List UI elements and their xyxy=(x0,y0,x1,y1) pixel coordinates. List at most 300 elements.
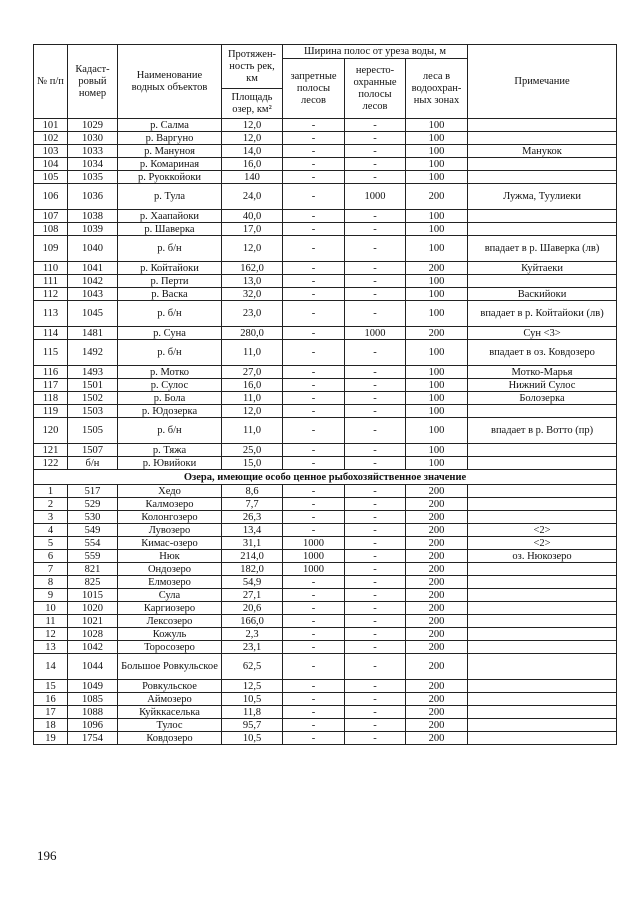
cell-spawning: - xyxy=(345,301,406,327)
cell-name: Хедо xyxy=(118,485,222,498)
cell-cadastral: 1505 xyxy=(68,418,118,444)
cell-spawning: - xyxy=(345,405,406,418)
cell-cadastral: 1028 xyxy=(68,628,118,641)
cell-length: 2,3 xyxy=(222,628,283,641)
cell-name: р. Мануноя xyxy=(118,145,222,158)
cell-cadastral: 1015 xyxy=(68,589,118,602)
cell-spawning: - xyxy=(345,158,406,171)
cell-forbidden: - xyxy=(283,327,345,340)
cell-name: р. Юдозерка xyxy=(118,405,222,418)
cell-note xyxy=(468,210,617,223)
cell-name: р. Мотко xyxy=(118,366,222,379)
cell-note: <2> xyxy=(468,524,617,537)
lake-row xyxy=(34,706,617,719)
cell-water-protection: 100 xyxy=(406,119,468,132)
cell-spawning: - xyxy=(345,236,406,262)
cell-forbidden: - xyxy=(283,680,345,693)
cell-cadastral: 1034 xyxy=(68,158,118,171)
header-area: Площадь озер, км² xyxy=(222,89,283,119)
cell-water-protection: 100 xyxy=(406,418,468,444)
cell-water-protection: 200 xyxy=(406,719,468,732)
cell-number: 13 xyxy=(34,641,68,654)
cell-length: 15,0 xyxy=(222,457,283,470)
lake-row xyxy=(34,563,617,576)
lake-row xyxy=(34,641,617,654)
lake-row xyxy=(34,550,617,563)
river-row xyxy=(34,236,617,262)
cell-name: р. Тяжа xyxy=(118,444,222,457)
cell-note xyxy=(468,628,617,641)
cell-length: 162,0 xyxy=(222,262,283,275)
cell-name: р. Сулос xyxy=(118,379,222,392)
cell-name: Ровкульское xyxy=(118,680,222,693)
cell-water-protection: 200 xyxy=(406,602,468,615)
cell-number: 2 xyxy=(34,498,68,511)
lake-row xyxy=(34,654,617,680)
cell-forbidden: - xyxy=(283,706,345,719)
river-row xyxy=(34,366,617,379)
cell-cadastral: 1033 xyxy=(68,145,118,158)
cell-forbidden: - xyxy=(283,615,345,628)
cell-number: 103 xyxy=(34,145,68,158)
cell-length: 95,7 xyxy=(222,719,283,732)
cell-spawning: - xyxy=(345,366,406,379)
header-forbidden: запретные полосы лесов xyxy=(283,59,345,119)
cell-cadastral: 1044 xyxy=(68,654,118,680)
cell-spawning: - xyxy=(345,576,406,589)
cell-number: 117 xyxy=(34,379,68,392)
cell-length: 11,0 xyxy=(222,340,283,366)
river-row xyxy=(34,275,617,288)
cell-water-protection: 200 xyxy=(406,184,468,210)
cell-forbidden: - xyxy=(283,719,345,732)
cell-forbidden: - xyxy=(283,511,345,524)
cell-note xyxy=(468,405,617,418)
cell-length: 280,0 xyxy=(222,327,283,340)
cell-note xyxy=(468,132,617,145)
cell-water-protection: 100 xyxy=(406,275,468,288)
cell-name: Нюк xyxy=(118,550,222,563)
cell-forbidden: - xyxy=(283,210,345,223)
cell-forbidden: - xyxy=(283,628,345,641)
cell-note xyxy=(468,654,617,680)
cell-number: 18 xyxy=(34,719,68,732)
cell-length: 13,0 xyxy=(222,275,283,288)
cell-length: 16,0 xyxy=(222,158,283,171)
cell-forbidden: - xyxy=(283,288,345,301)
cell-water-protection: 200 xyxy=(406,706,468,719)
lake-row xyxy=(34,524,617,537)
cell-length: 32,0 xyxy=(222,288,283,301)
cell-length: 11,0 xyxy=(222,418,283,444)
cell-cadastral: 1481 xyxy=(68,327,118,340)
cell-water-protection: 100 xyxy=(406,340,468,366)
cell-name: р. Суна xyxy=(118,327,222,340)
cell-cadastral: 1507 xyxy=(68,444,118,457)
cell-cadastral: 1088 xyxy=(68,706,118,719)
lake-row xyxy=(34,589,617,602)
cell-name: Калмозеро xyxy=(118,498,222,511)
lake-row xyxy=(34,485,617,498)
cell-forbidden: - xyxy=(283,145,345,158)
cell-forbidden: - xyxy=(283,379,345,392)
lake-row xyxy=(34,732,617,745)
cell-number: 106 xyxy=(34,184,68,210)
cell-number: 102 xyxy=(34,132,68,145)
cell-number: 8 xyxy=(34,576,68,589)
section-row xyxy=(34,470,617,485)
river-row xyxy=(34,418,617,444)
cell-spawning: - xyxy=(345,550,406,563)
cell-length: 16,0 xyxy=(222,379,283,392)
cell-cadastral: 1049 xyxy=(68,680,118,693)
river-row xyxy=(34,145,617,158)
section-title: Озера, имеющие особо ценное рыбохозяйственное значение xyxy=(34,470,617,485)
cell-water-protection: 100 xyxy=(406,405,468,418)
cell-name: Аймозеро xyxy=(118,693,222,706)
cell-water-protection: 200 xyxy=(406,563,468,576)
river-row xyxy=(34,171,617,184)
cell-length: 20,6 xyxy=(222,602,283,615)
cell-name: р. Комариная xyxy=(118,158,222,171)
cell-note xyxy=(468,275,617,288)
river-row xyxy=(34,340,617,366)
cell-length: 40,0 xyxy=(222,210,283,223)
river-row xyxy=(34,158,617,171)
cell-water-protection: 100 xyxy=(406,210,468,223)
cell-forbidden: - xyxy=(283,485,345,498)
cell-number: 17 xyxy=(34,706,68,719)
cell-name: р. Хаапайоки xyxy=(118,210,222,223)
cell-forbidden: - xyxy=(283,132,345,145)
cell-water-protection: 100 xyxy=(406,392,468,405)
lake-row xyxy=(34,498,617,511)
cell-water-protection: 200 xyxy=(406,641,468,654)
header-width-group: Ширина полос от уреза воды, м xyxy=(283,45,468,59)
cell-spawning: - xyxy=(345,511,406,524)
cell-forbidden: - xyxy=(283,576,345,589)
cell-length: 25,0 xyxy=(222,444,283,457)
cell-number: 6 xyxy=(34,550,68,563)
cell-cadastral: 1045 xyxy=(68,301,118,327)
cell-cadastral: 1020 xyxy=(68,602,118,615)
cell-spawning: - xyxy=(345,379,406,392)
cell-note xyxy=(468,158,617,171)
cell-length: 12,0 xyxy=(222,236,283,262)
river-row xyxy=(34,223,617,236)
cell-forbidden: 1000 xyxy=(283,537,345,550)
cell-forbidden: - xyxy=(283,223,345,236)
cell-length: 62,5 xyxy=(222,654,283,680)
cell-note xyxy=(468,693,617,706)
cell-name: р. б/н xyxy=(118,236,222,262)
cell-note: впадает в р. Койтайоки (лв) xyxy=(468,301,617,327)
cell-note: Нижний Сулос xyxy=(468,379,617,392)
cell-length: 54,9 xyxy=(222,576,283,589)
cell-note xyxy=(468,457,617,470)
cell-spawning: - xyxy=(345,262,406,275)
cell-name: Сула xyxy=(118,589,222,602)
cell-name: р. Васка xyxy=(118,288,222,301)
cell-note: оз. Нюкозеро xyxy=(468,550,617,563)
cell-forbidden: - xyxy=(283,158,345,171)
cell-note: Васкийоки xyxy=(468,288,617,301)
river-row xyxy=(34,327,617,340)
cell-number: 118 xyxy=(34,392,68,405)
cell-forbidden: - xyxy=(283,498,345,511)
cell-forbidden: - xyxy=(283,457,345,470)
cell-water-protection: 100 xyxy=(406,457,468,470)
river-row xyxy=(34,444,617,457)
lake-row xyxy=(34,719,617,732)
cell-number: 119 xyxy=(34,405,68,418)
cell-note: Мотко-Марья xyxy=(468,366,617,379)
cell-length: 12,0 xyxy=(222,132,283,145)
cell-spawning: - xyxy=(345,392,406,405)
cell-number: 122 xyxy=(34,457,68,470)
cell-cadastral: 530 xyxy=(68,511,118,524)
cell-note xyxy=(468,171,617,184)
cell-length: 24,0 xyxy=(222,184,283,210)
cell-note: Манукок xyxy=(468,145,617,158)
cell-note xyxy=(468,680,617,693)
cell-length: 23,0 xyxy=(222,301,283,327)
cell-note xyxy=(468,576,617,589)
cell-name: р. Бола xyxy=(118,392,222,405)
cell-forbidden: - xyxy=(283,444,345,457)
cell-cadastral: 1035 xyxy=(68,171,118,184)
cell-water-protection: 200 xyxy=(406,654,468,680)
cell-number: 1 xyxy=(34,485,68,498)
cell-spawning: - xyxy=(345,706,406,719)
cell-number: 7 xyxy=(34,563,68,576)
cell-name: р. Койтайоки xyxy=(118,262,222,275)
cell-water-protection: 100 xyxy=(406,288,468,301)
cell-cadastral: 1042 xyxy=(68,641,118,654)
cell-note xyxy=(468,119,617,132)
header-name: Наименование водных объектов xyxy=(118,45,222,119)
cell-cadastral: 821 xyxy=(68,563,118,576)
cell-forbidden: - xyxy=(283,119,345,132)
cell-number: 105 xyxy=(34,171,68,184)
header-cadastral: Кадаст-ровый номер xyxy=(68,45,118,119)
cell-spawning: - xyxy=(345,132,406,145)
cell-spawning: 1000 xyxy=(345,184,406,210)
cell-cadastral: 1085 xyxy=(68,693,118,706)
cell-cadastral: 1036 xyxy=(68,184,118,210)
cell-forbidden: 1000 xyxy=(283,563,345,576)
cell-forbidden: 1000 xyxy=(283,550,345,563)
cell-name: Ондозеро xyxy=(118,563,222,576)
cell-forbidden: - xyxy=(283,654,345,680)
cell-number: 111 xyxy=(34,275,68,288)
cell-note xyxy=(468,511,617,524)
cell-name: Ковдозеро xyxy=(118,732,222,745)
cell-number: 112 xyxy=(34,288,68,301)
cell-spawning: - xyxy=(345,498,406,511)
cell-spawning: - xyxy=(345,275,406,288)
cell-water-protection: 100 xyxy=(406,236,468,262)
cell-spawning: - xyxy=(345,418,406,444)
cell-spawning: - xyxy=(345,485,406,498)
cell-note xyxy=(468,732,617,745)
cell-cadastral: 554 xyxy=(68,537,118,550)
cell-name: Торосозеро xyxy=(118,641,222,654)
cell-cadastral: б/н xyxy=(68,457,118,470)
cell-name: р. Ювийоки xyxy=(118,457,222,470)
cell-number: 115 xyxy=(34,340,68,366)
cell-name: Колонгозеро xyxy=(118,511,222,524)
cell-water-protection: 100 xyxy=(406,158,468,171)
cell-note: Лужма, Туулиеки xyxy=(468,184,617,210)
cell-spawning: - xyxy=(345,119,406,132)
lake-row xyxy=(34,537,617,550)
cell-water-protection: 200 xyxy=(406,262,468,275)
cell-forbidden: - xyxy=(283,405,345,418)
river-row xyxy=(34,301,617,327)
cell-length: 182,0 xyxy=(222,563,283,576)
cell-name: р. б/н xyxy=(118,301,222,327)
cell-spawning: - xyxy=(345,171,406,184)
cell-length: 23,1 xyxy=(222,641,283,654)
cell-spawning: - xyxy=(345,210,406,223)
cell-length: 12,0 xyxy=(222,119,283,132)
cell-note: Сун <3> xyxy=(468,327,617,340)
cell-length: 11,0 xyxy=(222,392,283,405)
cell-forbidden: - xyxy=(283,366,345,379)
cell-length: 10,5 xyxy=(222,732,283,745)
cell-cadastral: 549 xyxy=(68,524,118,537)
water-bodies-table xyxy=(33,44,617,745)
cell-note xyxy=(468,615,617,628)
cell-spawning: - xyxy=(345,602,406,615)
cell-number: 101 xyxy=(34,119,68,132)
cell-cadastral: 1502 xyxy=(68,392,118,405)
river-row xyxy=(34,132,617,145)
cell-number: 121 xyxy=(34,444,68,457)
cell-water-protection: 100 xyxy=(406,366,468,379)
cell-name: Каргиозеро xyxy=(118,602,222,615)
cell-cadastral: 1042 xyxy=(68,275,118,288)
cell-spawning: - xyxy=(345,457,406,470)
cell-name: р. Шаверка xyxy=(118,223,222,236)
header-number: № п/п xyxy=(34,45,68,119)
cell-water-protection: 100 xyxy=(406,145,468,158)
cell-spawning: - xyxy=(345,524,406,537)
cell-name: Большое Ровкульское xyxy=(118,654,222,680)
cell-note: впадает в р. Шаверка (лв) xyxy=(468,236,617,262)
cell-cadastral: 1029 xyxy=(68,119,118,132)
cell-forbidden: - xyxy=(283,236,345,262)
river-row xyxy=(34,210,617,223)
cell-cadastral: 1041 xyxy=(68,262,118,275)
cell-forbidden: - xyxy=(283,524,345,537)
cell-spawning: - xyxy=(345,537,406,550)
cell-cadastral: 529 xyxy=(68,498,118,511)
cell-cadastral: 1501 xyxy=(68,379,118,392)
cell-water-protection: 200 xyxy=(406,576,468,589)
river-row xyxy=(34,184,617,210)
cell-number: 107 xyxy=(34,210,68,223)
lake-row xyxy=(34,576,617,589)
cell-number: 120 xyxy=(34,418,68,444)
cell-name: Кожуль xyxy=(118,628,222,641)
cell-water-protection: 200 xyxy=(406,680,468,693)
cell-note xyxy=(468,223,617,236)
cell-number: 10 xyxy=(34,602,68,615)
cell-length: 12,5 xyxy=(222,680,283,693)
cell-water-protection: 200 xyxy=(406,628,468,641)
cell-spawning: - xyxy=(345,719,406,732)
cell-note xyxy=(468,485,617,498)
header-water-protection: леса в водоохран-ных зонах xyxy=(406,59,468,119)
cell-forbidden: - xyxy=(283,301,345,327)
cell-note xyxy=(468,602,617,615)
cell-length: 10,5 xyxy=(222,693,283,706)
cell-spawning: - xyxy=(345,589,406,602)
cell-spawning: - xyxy=(345,654,406,680)
cell-spawning: 1000 xyxy=(345,327,406,340)
cell-number: 16 xyxy=(34,693,68,706)
cell-spawning: - xyxy=(345,145,406,158)
cell-name: р. Руоккойоки xyxy=(118,171,222,184)
cell-spawning: - xyxy=(345,444,406,457)
lake-row xyxy=(34,615,617,628)
cell-forbidden: - xyxy=(283,184,345,210)
cell-note xyxy=(468,589,617,602)
cell-water-protection: 200 xyxy=(406,524,468,537)
cell-spawning: - xyxy=(345,680,406,693)
cell-length: 27,1 xyxy=(222,589,283,602)
cell-forbidden: - xyxy=(283,392,345,405)
cell-water-protection: 100 xyxy=(406,171,468,184)
cell-note: <2> xyxy=(468,537,617,550)
cell-spawning: - xyxy=(345,340,406,366)
cell-number: 4 xyxy=(34,524,68,537)
header-spawning: нересто-охранные полосы лесов xyxy=(345,59,406,119)
cell-forbidden: - xyxy=(283,171,345,184)
cell-cadastral: 1492 xyxy=(68,340,118,366)
cell-water-protection: 200 xyxy=(406,550,468,563)
cell-length: 12,0 xyxy=(222,405,283,418)
cell-cadastral: 1038 xyxy=(68,210,118,223)
cell-water-protection: 100 xyxy=(406,301,468,327)
cell-name: Лувозеро xyxy=(118,524,222,537)
cell-length: 14,0 xyxy=(222,145,283,158)
cell-length: 26,3 xyxy=(222,511,283,524)
cell-spawning: - xyxy=(345,641,406,654)
cell-cadastral: 1754 xyxy=(68,732,118,745)
cell-number: 14 xyxy=(34,654,68,680)
header-note: Примечание xyxy=(468,45,617,119)
river-row xyxy=(34,405,617,418)
cell-forbidden: - xyxy=(283,641,345,654)
cell-water-protection: 200 xyxy=(406,498,468,511)
cell-length: 166,0 xyxy=(222,615,283,628)
cell-spawning: - xyxy=(345,223,406,236)
cell-water-protection: 200 xyxy=(406,732,468,745)
river-row xyxy=(34,119,617,132)
cell-spawning: - xyxy=(345,288,406,301)
cell-note xyxy=(468,719,617,732)
cell-cadastral: 1021 xyxy=(68,615,118,628)
cell-cadastral: 1039 xyxy=(68,223,118,236)
cell-cadastral: 1030 xyxy=(68,132,118,145)
cell-water-protection: 100 xyxy=(406,223,468,236)
cell-name: Кимас-озеро xyxy=(118,537,222,550)
cell-name: Тулос xyxy=(118,719,222,732)
cell-spawning: - xyxy=(345,615,406,628)
